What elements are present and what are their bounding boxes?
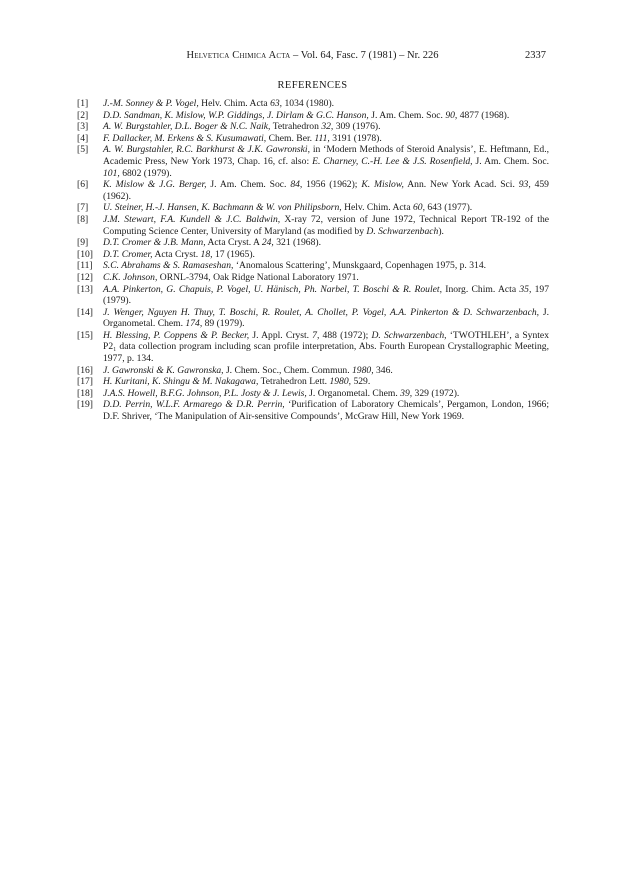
reference-number: [17]	[77, 376, 93, 388]
reference-number: [14]	[77, 306, 93, 318]
header-separator: –	[290, 50, 301, 61]
reference-emphasis: H. Blessing, P. Coppens & P. Becker,	[103, 329, 250, 341]
reference-number: [1]	[77, 98, 89, 109]
reference-emphasis: J. Gawronski & K. Gawronska,	[103, 364, 224, 376]
reference-emphasis: J.A.S. Howell, B.F.G. Johnson, P.L. Josty & J. Lewis,	[103, 387, 307, 399]
reference-emphasis: 32,	[321, 121, 334, 133]
reference-text: 1034 (1980).	[282, 98, 335, 109]
reference-emphasis: S.C. Abrahams & S. Ramaseshan,	[103, 260, 234, 272]
reference-number: [5]	[77, 144, 89, 156]
reference-emphasis: J. Wenger, Nguyen H. Thuy, T. Boschi, R. Roulet, A. Chollet, P. Vogel, A.A. Pinkerton & D. Schwarzenbach,	[103, 306, 540, 318]
journal-name: Helvetica Chimica Acta	[186, 50, 291, 61]
reference-text: 309 (1976).	[333, 121, 381, 133]
reference-list	[77, 98, 549, 423]
reference-emphasis: 24,	[261, 237, 274, 249]
reference-emphasis: 84,	[290, 179, 303, 191]
reference-emphasis: 90,	[445, 109, 458, 121]
reference-text: 197 (1979).	[103, 283, 549, 307]
reference-emphasis: J.-M. Sonney & P. Vogel,	[103, 98, 199, 109]
reference-number: [4]	[77, 132, 89, 144]
reference-text: 6802 (1979).	[119, 167, 172, 179]
reference-emphasis: J.M. Stewart, F.A. Kundell & J.C. Baldwin,	[103, 213, 281, 225]
reference-text: Helv. Chim. Acta	[198, 98, 271, 109]
reference-item	[77, 260, 549, 272]
reference-item	[77, 121, 549, 133]
reference-item	[77, 202, 549, 214]
reference-item	[77, 365, 549, 377]
reference-text: Inorg. Chim. Acta	[441, 283, 520, 295]
reference-emphasis: D.T. Cromer,	[103, 248, 153, 260]
reference-emphasis: U. Steiner, H.-J. Hansen, K. Bachmann & W. von Philipsborn,	[103, 202, 342, 214]
reference-number: [2]	[77, 109, 89, 121]
reference-text: J. Organometal. Chem.	[103, 306, 550, 330]
reference-emphasis: 1980,	[352, 364, 374, 376]
reference-text: 4877 (1968).	[457, 109, 510, 121]
reference-emphasis: A. W. Burgstahler, D.L. Boger & N.C. Naik,	[103, 121, 271, 133]
reference-number: [3]	[77, 121, 89, 133]
reference-item	[77, 376, 549, 388]
reference-emphasis: 101,	[103, 167, 120, 179]
reference-item	[77, 399, 549, 422]
reference-emphasis: 174,	[185, 318, 203, 330]
reference-emphasis: D.D. Perrin, W.L.F. Armarego & D.R. Perrin,	[103, 399, 285, 411]
reference-text: Ann. New York Acad. Sci.	[403, 179, 519, 191]
reference-number: [18]	[77, 387, 93, 399]
reference-text: ‘Purification of Laboratory Chemicals’, Pergamon, London, 1966; D.F. Shriver, ‘The Manipulation of Air-sensitive Compounds’, McGraw Hill, New York 1969.	[103, 399, 549, 423]
reference-text: 529.	[351, 376, 371, 388]
reference-text: J. Am. Chem. Soc.	[368, 109, 446, 121]
reference-text: 488 (1972);	[319, 329, 372, 341]
reference-item	[77, 144, 549, 179]
reference-emphasis: K. Mislow & J.G. Berger,	[103, 179, 207, 191]
reference-item	[77, 214, 549, 237]
reference-emphasis: H. Kuritani, K. Shingu & M. Nakagawa,	[103, 376, 259, 388]
reference-emphasis: 111,	[314, 132, 330, 144]
reference-emphasis: 60,	[413, 202, 425, 214]
reference-text: Tetrahedron Lett.	[258, 376, 330, 388]
reference-item	[77, 237, 549, 249]
reference-emphasis: E. Charney, C.-H. Lee & J.S. Rosenfield,	[312, 155, 473, 167]
reference-text: 346.	[373, 364, 393, 376]
reference-emphasis: 93,	[518, 179, 531, 191]
reference-emphasis: 39,	[400, 387, 413, 399]
reference-text: ORNL-3794, Oak Ridge National Laboratory 1971.	[157, 271, 359, 283]
reference-emphasis: A. W. Burgstahler, R.C. Barkhurst & J.K. Gawronski,	[103, 144, 310, 156]
volume-info: Vol. 64, Fasc. 7 (1981) – Nr. 226	[300, 50, 439, 61]
reference-emphasis: A.A. Pinkerton, G. Chapuis, P. Vogel, U. Hänisch, Ph. Narbel, T. Boschi & R. Roulet,	[103, 283, 442, 295]
reference-text: Acta Cryst.	[152, 248, 201, 260]
reference-emphasis: D. Schwarzenbach,	[371, 329, 447, 341]
reference-text: 643 (1977).	[425, 202, 473, 214]
reference-number: [19]	[77, 399, 93, 411]
reference-number: [11]	[77, 260, 93, 272]
reference-item	[77, 330, 549, 365]
reference-text: 1956 (1962);	[302, 179, 362, 191]
reference-emphasis: 35,	[519, 283, 532, 295]
reference-text: Acta Cryst. A	[205, 237, 262, 249]
reference-emphasis: 1980,	[329, 376, 352, 388]
page-number: 2337	[525, 50, 546, 61]
reference-item	[77, 249, 549, 261]
reference-emphasis: K. Mislow,	[361, 179, 404, 191]
reference-text: 329 (1972).	[412, 387, 460, 399]
reference-text: 89 (1979).	[202, 318, 245, 330]
reference-text: Chem. Ber.	[266, 132, 315, 144]
reference-text: 459 (1962).	[103, 179, 549, 202]
reference-item	[77, 272, 549, 284]
reference-item	[77, 284, 549, 307]
reference-emphasis: D.T. Cromer & J.B. Mann,	[103, 237, 206, 249]
reference-text: J. Chem. Soc., Chem. Commun.	[223, 364, 352, 376]
reference-number: [15]	[77, 329, 93, 341]
reference-text: J. Am. Chem. Soc.	[472, 155, 549, 167]
reference-text: ).	[438, 225, 444, 237]
reference-emphasis: C.K. Johnson,	[103, 271, 158, 283]
reference-item	[77, 133, 549, 145]
reference-text: in ‘Modern Methods of Steroid Analysis’, E. Heftmann, Ed., Academic Press, New York 1973, Chap. 16, cf. also:	[103, 144, 549, 167]
reference-item	[77, 179, 549, 202]
reference-emphasis: 63,	[270, 98, 283, 109]
reference-item	[77, 98, 549, 110]
reference-emphasis: F. Dallacker, M. Erkens & S. Kusumawati,	[103, 132, 267, 144]
reference-number: [13]	[77, 283, 93, 295]
reference-number: [7]	[77, 202, 89, 214]
reference-emphasis: 7,	[312, 329, 320, 341]
reference-text: ‘TWOTHLEH’, a Syntex P2₁ data collection program including scan profile interpretation, Abs. Fourth European Crystallographic Meeting, 1977, p. 134.	[103, 329, 549, 365]
reference-text: Helv. Chim. Acta	[341, 202, 413, 214]
reference-emphasis: D.D. Sandman, K. Mislow, W.P. Giddings, J. Dirlam & G.C. Hanson,	[103, 109, 369, 121]
reference-text: Tetrahedron	[270, 121, 322, 133]
reference-text: J. Am. Chem. Soc.	[206, 179, 291, 191]
reference-item	[77, 307, 549, 330]
reference-number: [8]	[77, 213, 89, 225]
reference-text: ‘Anomalous Scattering’, Munskgaard, Copenhagen 1975, p. 314.	[233, 260, 487, 272]
reference-text: J. Appl. Cryst.	[249, 329, 313, 341]
section-title: REFERENCES	[277, 80, 348, 91]
reference-number: [9]	[77, 237, 89, 249]
reference-text: 3191 (1978).	[329, 132, 382, 144]
reference-emphasis: D. Schwarzenbach	[366, 225, 439, 237]
reference-text: X-ray 72, version of June 1972, Technical Report TR-192 of the Computing Science Center, University of Maryland (as modified by	[103, 213, 549, 237]
reference-number: [6]	[77, 179, 89, 191]
reference-number: [12]	[77, 271, 93, 283]
reference-text: 17 (1965).	[212, 248, 255, 260]
reference-text: 321 (1968).	[273, 237, 321, 249]
reference-item	[77, 388, 549, 400]
reference-item	[77, 110, 549, 122]
reference-number: [10]	[77, 248, 93, 260]
reference-emphasis: 18,	[200, 248, 213, 260]
running-header	[0, 50, 625, 66]
reference-number: [16]	[77, 364, 93, 376]
reference-text: J. Organometal. Chem.	[306, 387, 401, 399]
